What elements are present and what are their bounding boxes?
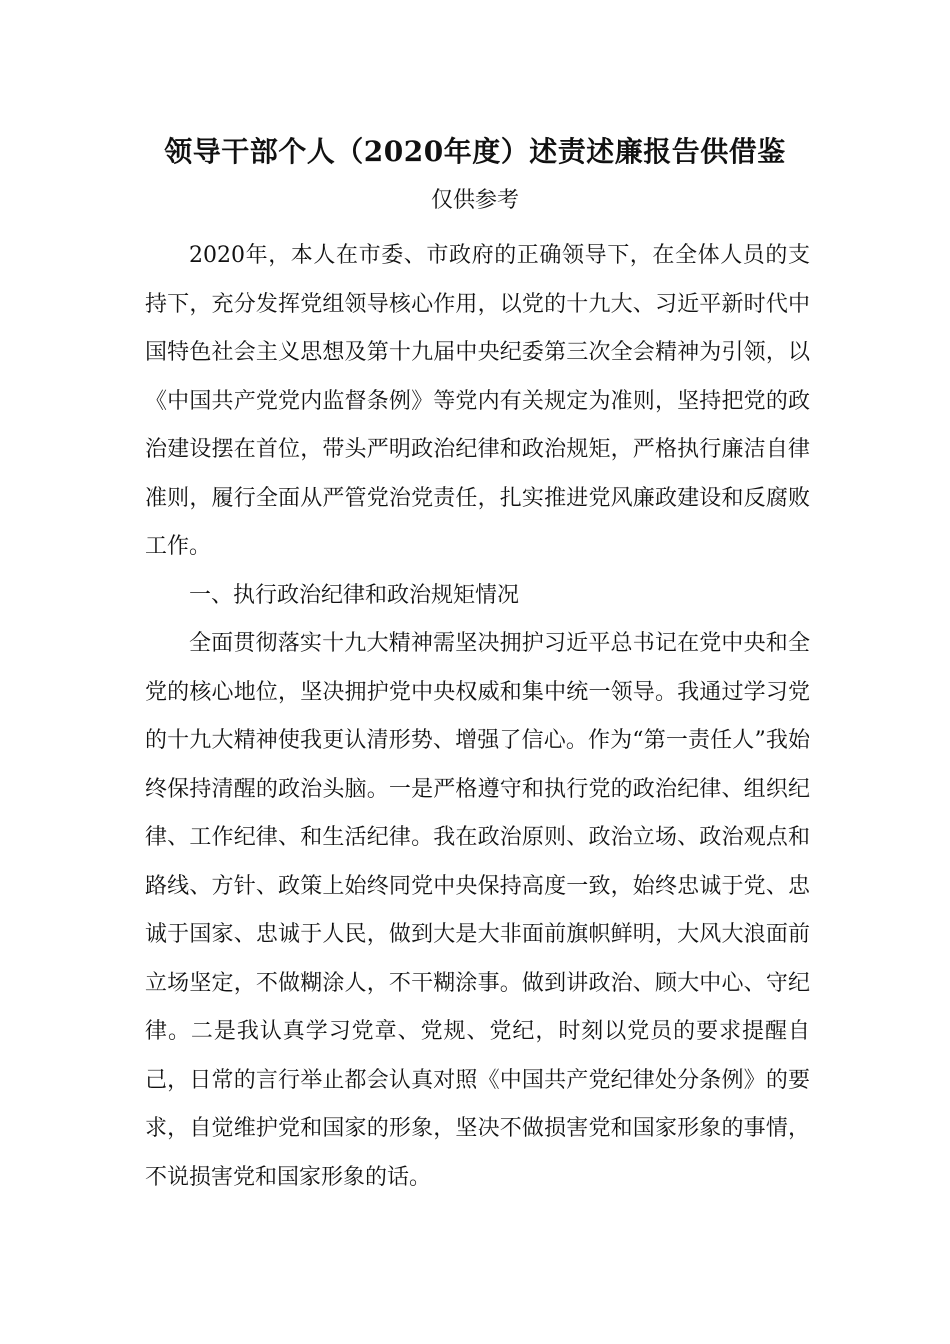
paragraph-intro: 2020年，本人在市委、市政府的正确领导下，在全体人员的支持下，充分发挥党组领导核心作用，以党的十九大、习近平新时代中国特色社会主义思想及第十九届中央纪委第三次全会精神为引领，以《中国共产党党内监督条例》等党内有关规定为准则，坚持把党的政治建设摆在首位，带头严明政治纪律和政治规矩，严格执行廉洁自律准则，履行全面从严管党治党责任，扎实推进党风廉政建设和反腐败工作。	[145, 243, 810, 559]
document-subtitle: 仅供参考	[430, 188, 519, 213]
paragraph-section-one: 全面贯彻落实十九大精神需坚决拥护习近平总书记在党中央和全党的核心地位，坚决拥护党中央权威和集中统一领导。我通过学习党的十九大精神使我更认清形势、增强了信心。作为“第一责任人”我始终保持清醒的政治头脑。一是严格遵守和执行党的政治纪律、组织纪律、工作纪律、和生活纪律。我在政治原则、政治立场、政治观点和路线、方针、政策上始终同党中央保持高度一致，始终忠诚于党、忠诚于国家、忠诚于人民，做到大是大非面前旗帜鲜明，大风大浪面前立场坚定，不做糊涂人，不干糊涂事。做到讲政治、顾大中心、守纪律。二是我认真学习党章、党规、党纪，时刻以党员的要求提醒自己，日常的言行举止都会认真对照《中国共产党纪律处分条例》的要求，自觉维护党和国家的形象，坚决不做损害党和国家形象的事情，不说损害党和国家形象的话。	[145, 631, 810, 1190]
document-title: 领导干部个人（2020年度）述责述廉报告供借鉴	[164, 135, 786, 168]
section-heading: 一、执行政治纪律和政治规矩情况	[189, 582, 520, 608]
document-body	[145, 232, 810, 1202]
